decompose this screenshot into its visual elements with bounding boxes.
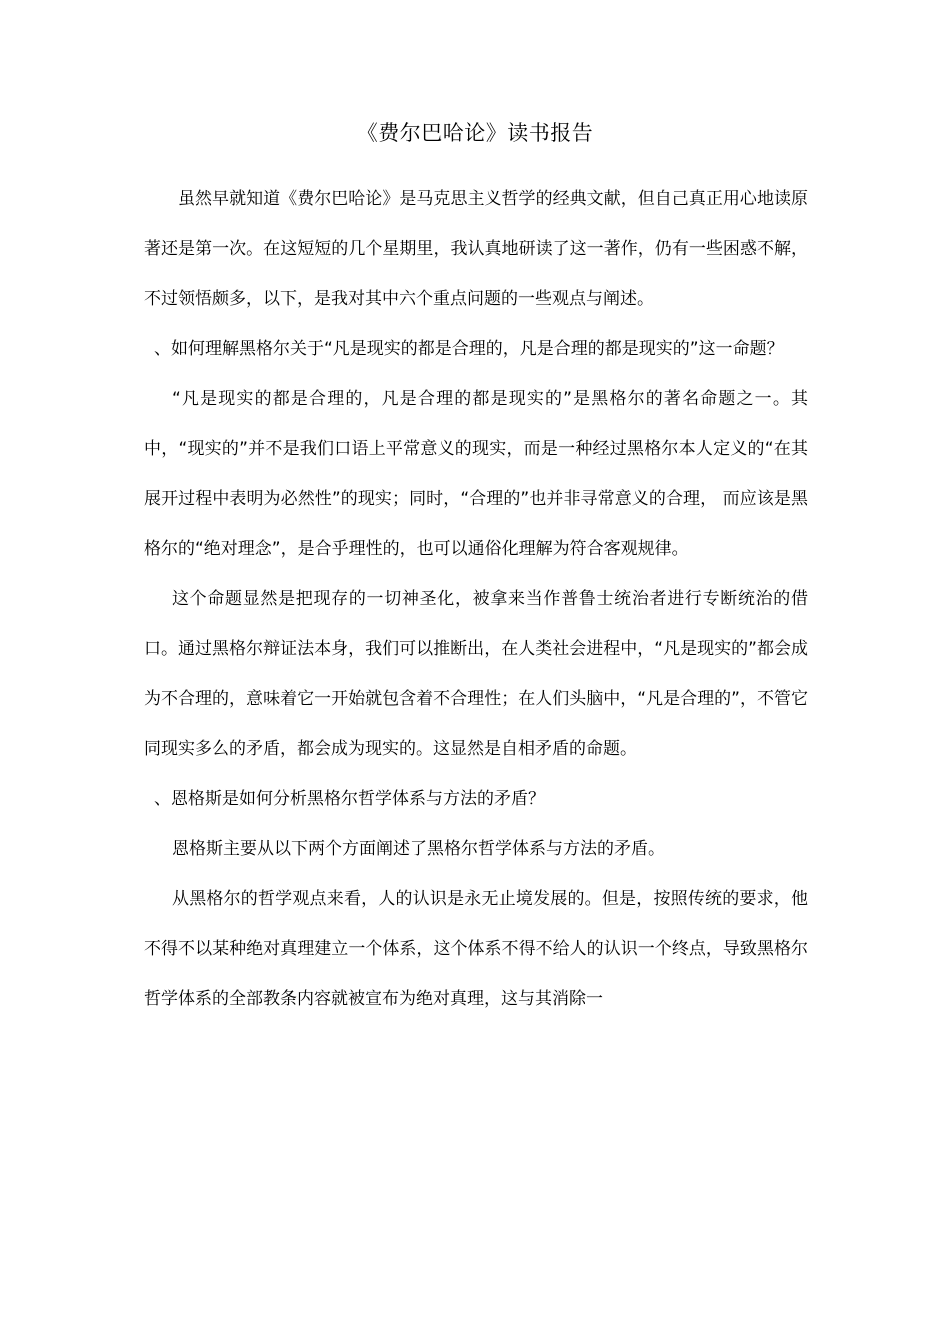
document-body [144,174,808,1024]
paragraph-hegel-proposition: “凡是现实的都是合理的，凡是合理的都是现实的”是黑格尔的著名命题之一。其中，“现实的”并不是我们口语上平常意义的现实，而是一种经过黑格尔本人定义的“在其展开过程中表明为必然性”的现实；同时，“合理的”也并非寻常意义的合理， 而应该是黑格尔的“绝对理念”，是合乎理性的，也可以通俗化理解为符合客观规律。 [144,389,808,559]
paragraph-intro: 虽然早就知道《费尔巴哈论》是马克思主义哲学的经典文献，但自己真正用心地读原著还是第一次。在这短短的几个星期里，我认真地研读了这一著作，仍有一些困惑不解，不过领悟颇多，以下，是我对其中六个重点问题的一些观点与阐述。 [144,189,808,309]
paragraph-proposition-analysis: 这个命题显然是把现存的一切神圣化，被拿来当作普鲁士统治者进行专断统治的借口。通过黑格尔辩证法本身，我们可以推断出，在人类社会进程中，“凡是现实的”都会成为不合理的，意味着它一开始就包含着不合理性；在人们头脑中，“凡是合理的”，不管它同现实多么的矛盾，都会成为现实的。这显然是自相矛盾的命题。 [144,589,808,759]
paragraph-system-contradiction: 从黑格尔的哲学观点来看，人的认识是永无止境发展的。但是，按照传统的要求，他不得不以某种绝对真理建立一个体系，这个体系不得不给人的认识一个终点，导致黑格尔哲学体系的全部教条内容就被宣布为绝对真理，这与其消除一 [144,889,808,1009]
section-heading-2: 、恩格斯是如何分析黑格尔哲学体系与方法的矛盾？ [154,789,545,809]
paragraph-engels-intro: 恩格斯主要从以下两个方面阐述了黑格尔哲学体系与方法的矛盾。 [172,839,665,859]
document-title: 《费尔巴哈论》读书报告 [356,121,594,145]
section-heading-1: 、如何理解黑格尔关于“凡是现实的都是合理的，凡是合理的都是现实的”这一命题？ [154,339,784,359]
